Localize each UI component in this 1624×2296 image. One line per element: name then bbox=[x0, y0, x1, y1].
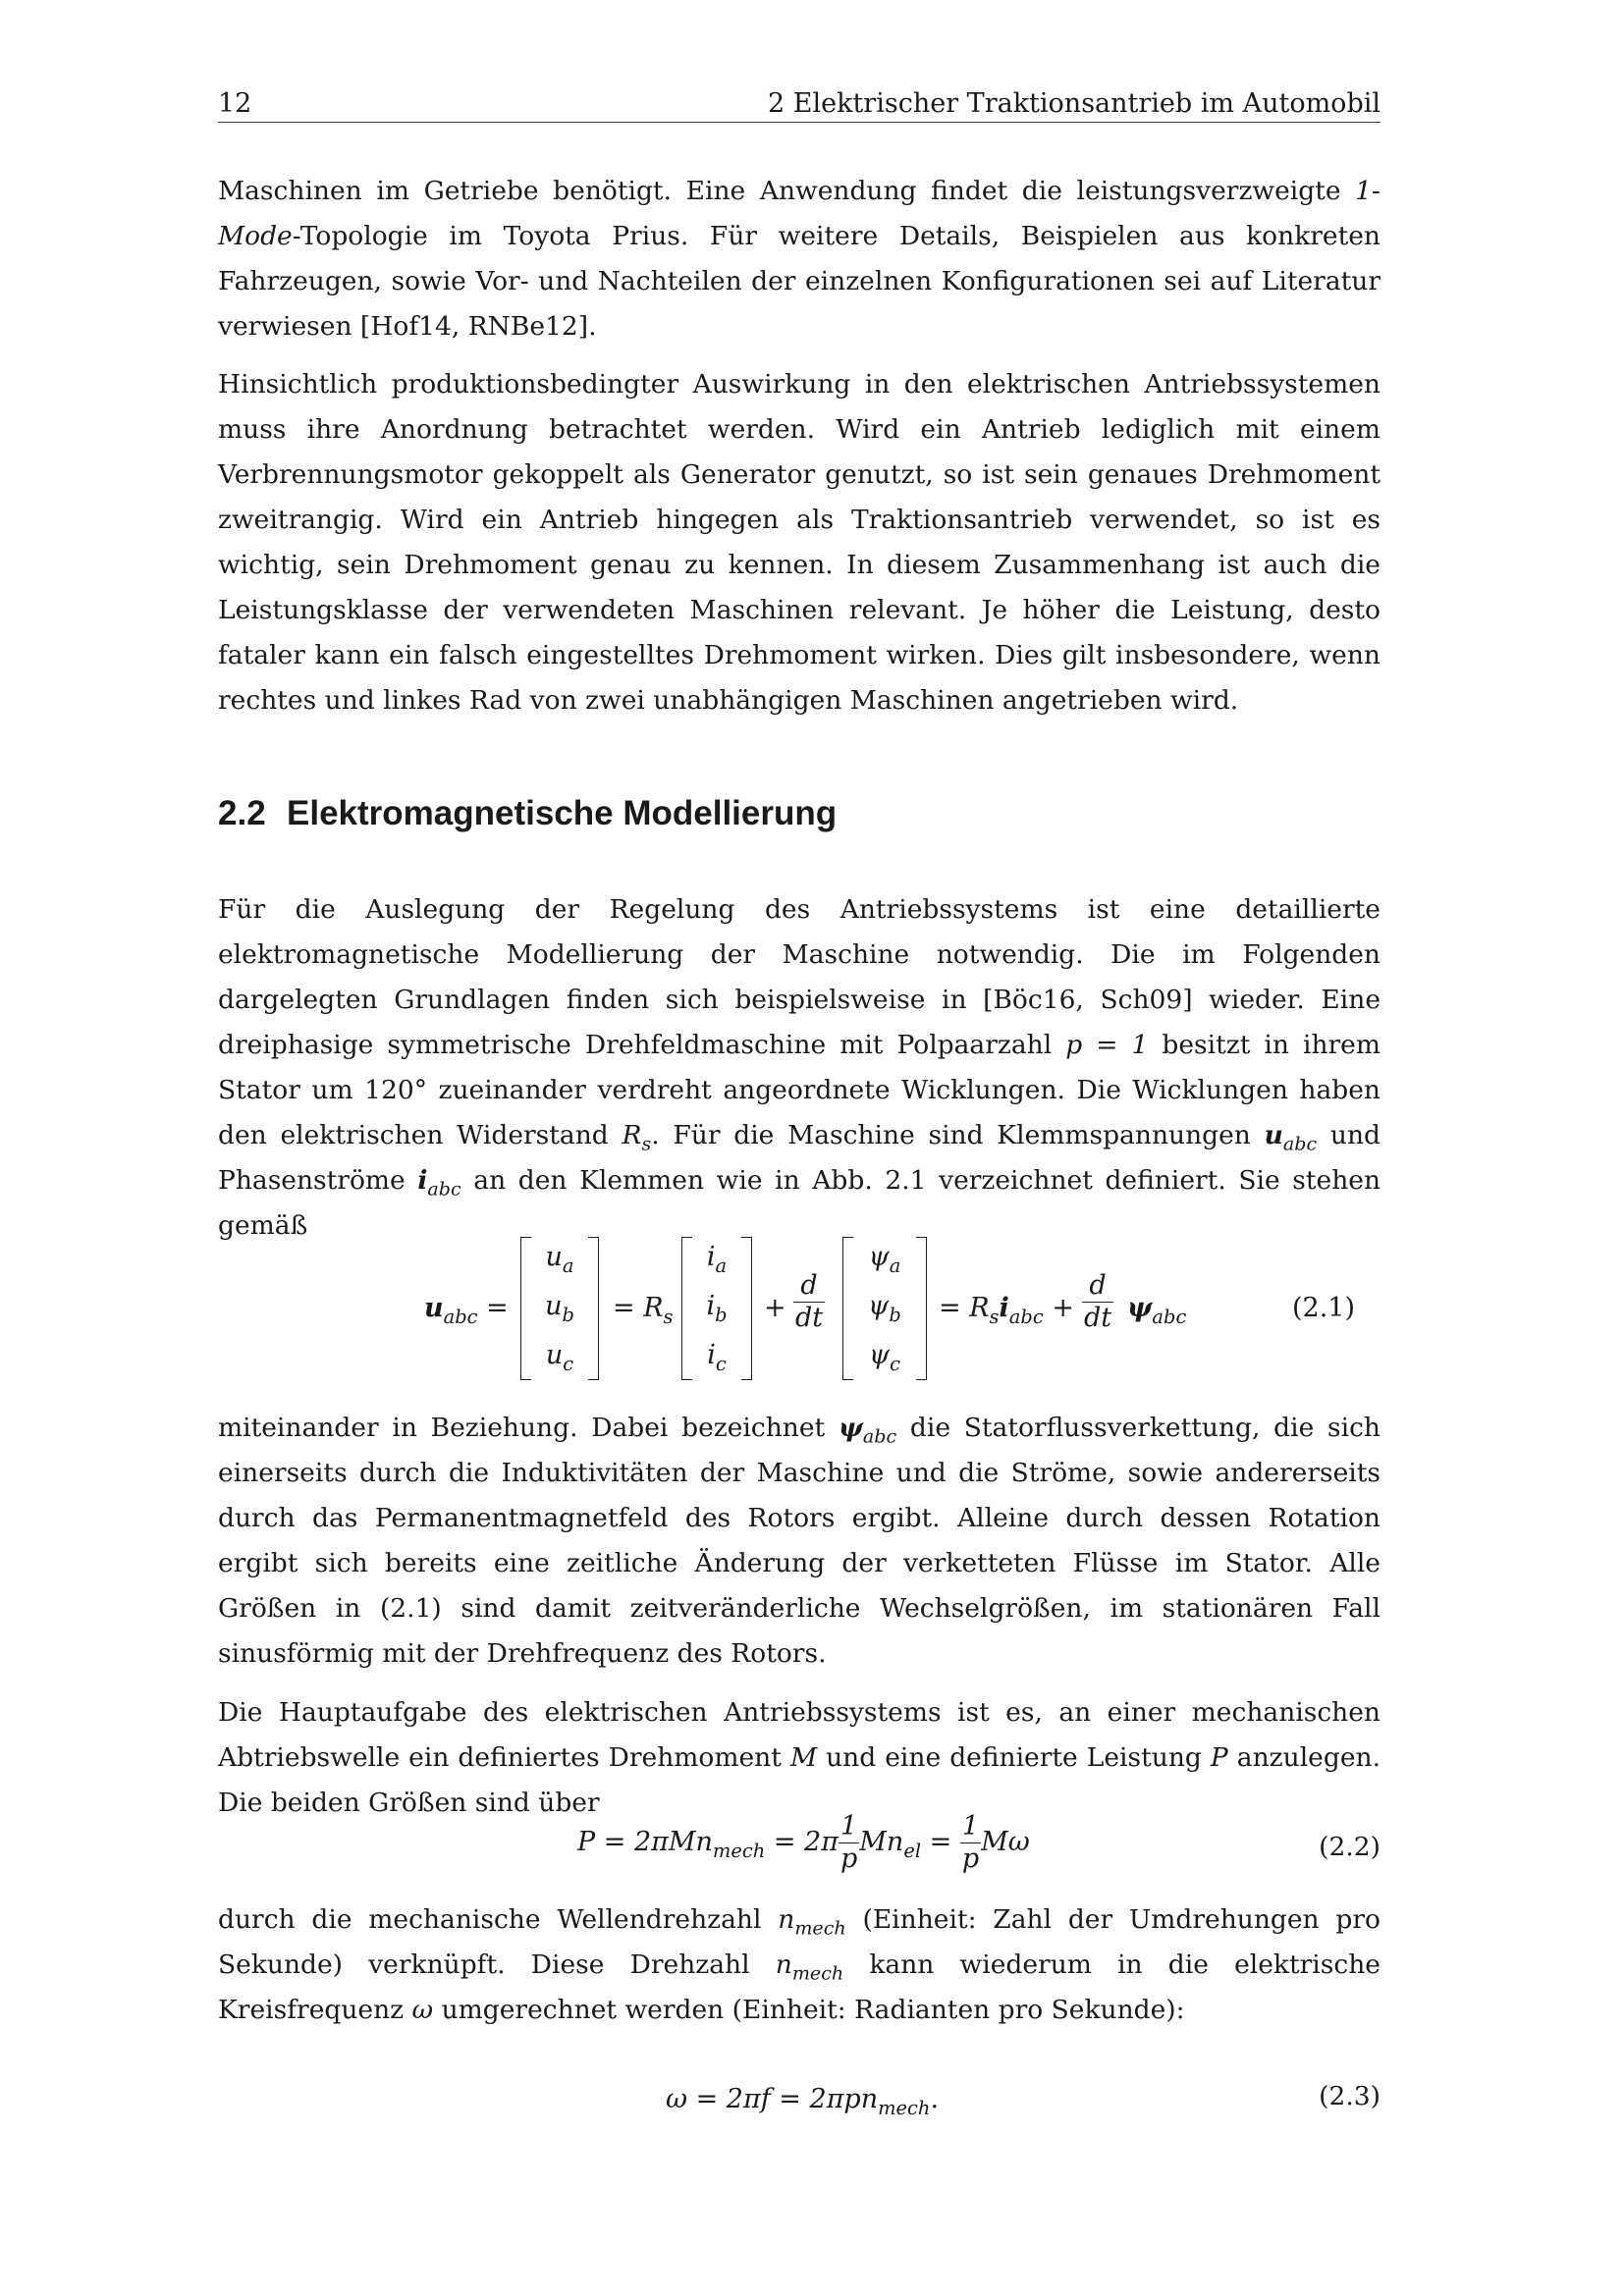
p5-text-c: anzulegen. Die beiden Größen sind über bbox=[218, 1742, 1380, 1818]
p3-text-d: und Phasenströme bbox=[218, 1120, 1380, 1196]
paragraph-3 bbox=[218, 887, 1380, 1249]
p3-text-b: besitzt in ihrem Stator um 120° zueinander verdreht angeordnete Wicklungen. Die Wicklungen haben den elektrischen Widerstand bbox=[218, 1030, 1380, 1150]
equation-2-1 bbox=[218, 1235, 1380, 1382]
p6-text-d: umgerechnet werden (Einheit: Radianten pro Sekunde): bbox=[433, 1995, 1185, 2025]
p3-math-i: i bbox=[417, 1165, 428, 1196]
p4-text-a: miteinander in Beziehung. Dabei bezeichnet bbox=[218, 1413, 839, 1443]
p6-text-c: kann wiederum in die elektrische Kreisfrequenz bbox=[218, 1949, 1380, 2025]
section-heading bbox=[218, 791, 1380, 836]
p6-text-a: durch die mechanische Wellendrehzahl bbox=[218, 1904, 779, 1935]
equation-2-3: ω = 2πf = 2πpn$_{mech}$. bbox=[666, 2084, 940, 2119]
paragraph-4 bbox=[218, 1406, 1380, 1677]
eq1-lhs: $u_{abc}$ = bbox=[424, 1293, 509, 1328]
p3-math-p: p = 1 bbox=[1065, 1030, 1149, 1060]
section-title: Elektromagnetische Modellierung bbox=[287, 794, 838, 832]
paragraph-6 bbox=[218, 1897, 1380, 2033]
p3-text-a: Für die Auslegung der Regelung des Antriebssystems ist eine detaillierte elektromagnetische Modellierung der Maschine notwendig. Die im Folgenden dargelegten Grundlagen finden sich beispielsweise in [Böc16, Sch09] wieder. Eine dreiphasige symmetrische Drehfeldmaschine mit Polpaarzahl bbox=[218, 894, 1380, 1060]
eq1-rs: = $R_s$ bbox=[613, 1293, 674, 1328]
p6-math-n2-sub: mech bbox=[791, 1962, 844, 1985]
section-number: 2.2 bbox=[218, 794, 266, 832]
paragraph-1 bbox=[218, 169, 1380, 349]
p6-math-n2: n bbox=[775, 1949, 792, 1980]
p4-text-b: die Statorflussverkettung, die sich einerseits durch die Induktivitäten der Maschine und die Ströme, sowie andererseits durch das Permanentmagnetfeld des Rotors ergibt. Alleine durch dessen Rotation ergibt sich bereits eine zeitliche Änderung der verketteten Flüsse im Stator. Alle Größen in (2.1) sind damit zeitveränderliche Wechselgrößen, im stationären Fall sinusförmig mit der Drehfrequenz des Rotors. bbox=[218, 1413, 1380, 1669]
p6-math-n-sub: mech bbox=[794, 1917, 846, 1940]
eq1-plus: + bbox=[764, 1293, 786, 1323]
p3-math-u-sub: abc bbox=[1282, 1133, 1318, 1155]
eq2-number: (2.2) bbox=[1319, 1832, 1380, 1862]
eq1-rhs-psi: $\psi_{abc}$ bbox=[1127, 1293, 1187, 1328]
p6-math-omega: ω bbox=[411, 1995, 434, 2025]
eq1-rhs-ddt: $\frac{d}{dt}$ bbox=[1084, 1270, 1112, 1333]
paragraph-5 bbox=[218, 1690, 1380, 1826]
eq1-rhs: = $R_si_{abc}$ + bbox=[939, 1293, 1074, 1328]
p5-text-a: Die Hauptaufgabe des elektrischen Antriebssystems ist es, an einer mechanischen Abtriebswelle ein definiertes Drehmoment bbox=[218, 1697, 1380, 1773]
eq1-psi-vector: $\psi_a$ $\psi_b$ $\psi_c$ bbox=[842, 1235, 927, 1382]
p3-math-u: u bbox=[1264, 1120, 1283, 1150]
page-number: 12 bbox=[218, 88, 252, 119]
p3-math-i-sub: abc bbox=[427, 1178, 461, 1201]
eq1-i-vector: $i_a$ $i_b$ $i_c$ bbox=[681, 1235, 752, 1382]
p3-text-c: . Für die Maschine sind Klemmspannungen bbox=[651, 1120, 1265, 1150]
equation-2-2: P = 2πMn$_{mech}$ = 2π $\frac{1}{p}$ $Mn_{el}$ = $\frac{1}{p}$ Mω bbox=[577, 1811, 1030, 1874]
p3-math-rs-sub: s bbox=[641, 1133, 652, 1155]
p1-text-mode: 1-Mode bbox=[218, 176, 1380, 251]
running-header bbox=[218, 86, 1380, 123]
eq3-number: (2.3) bbox=[1319, 2081, 1380, 2111]
p1-text-a: Maschinen im Getriebe benötigt. Eine Anwendung findet die leistungsverzweigte bbox=[218, 176, 1356, 206]
p5-math-M: M bbox=[789, 1742, 818, 1773]
eq1-u-vector: $u_a$ $u_b$ $u_c$ bbox=[520, 1235, 599, 1382]
p5-math-P: P bbox=[1210, 1742, 1228, 1773]
p4-math-psi: ψ bbox=[838, 1413, 863, 1443]
paragraph-2: Hinsichtlich produktionsbedingter Auswirkung in den elektrischen Antriebssystemen muss ihre Anordnung betrachtet werden. Wird ein Antrieb lediglich mit einem Verbrennungsmotor gekoppelt als Generator genutzt, so ist sein genaues Drehmoment zweitrangig. Wird ein Antrieb hingegen als Traktionsantrieb verwendet, so ist es wichtig, sein Drehmoment genau zu kennen. In diesem Zusammenhang ist auch die Leistungsklasse der verwendeten Maschinen relevant. Je höher die Leistung, desto fataler kann ein falsch eingestelltes Drehmoment wirken. Dies gilt insbesondere, wenn rechtes und linkes Rad von zwei unabhängigen Maschinen angetrieben wird. bbox=[218, 369, 1380, 716]
chapter-title: 2 Elektrischer Traktionsantrieb im Automobil bbox=[768, 88, 1380, 119]
p6-text-b: (Einheit: Zahl der Umdrehungen pro Sekunde) verknüpft. Diese Drehzahl bbox=[218, 1904, 1380, 1980]
p3-text-e: an den Klemmen wie in Abb. 2.1 verzeichnet definiert. Sie stehen gemäß bbox=[218, 1165, 1381, 1241]
p4-math-psi-sub: abc bbox=[862, 1425, 897, 1448]
p5-text-b: und eine definierte Leistung bbox=[817, 1742, 1211, 1773]
p1-text-c: -Topologie im Toyota Prius. Für weitere Details, Beispielen aus konkreten Fahrzeugen, sowie Vor- und Nachteilen der einzelnen Konfigurationen sei auf Literatur verwiesen [Hof14, RNBe12]. bbox=[218, 221, 1380, 342]
eq1-number: (2.1) bbox=[1291, 1293, 1355, 1323]
eq1-ddt: $\frac{d}{dt}$ bbox=[795, 1270, 824, 1333]
p3-math-rs: R bbox=[622, 1120, 642, 1150]
p6-math-n: n bbox=[778, 1904, 795, 1935]
